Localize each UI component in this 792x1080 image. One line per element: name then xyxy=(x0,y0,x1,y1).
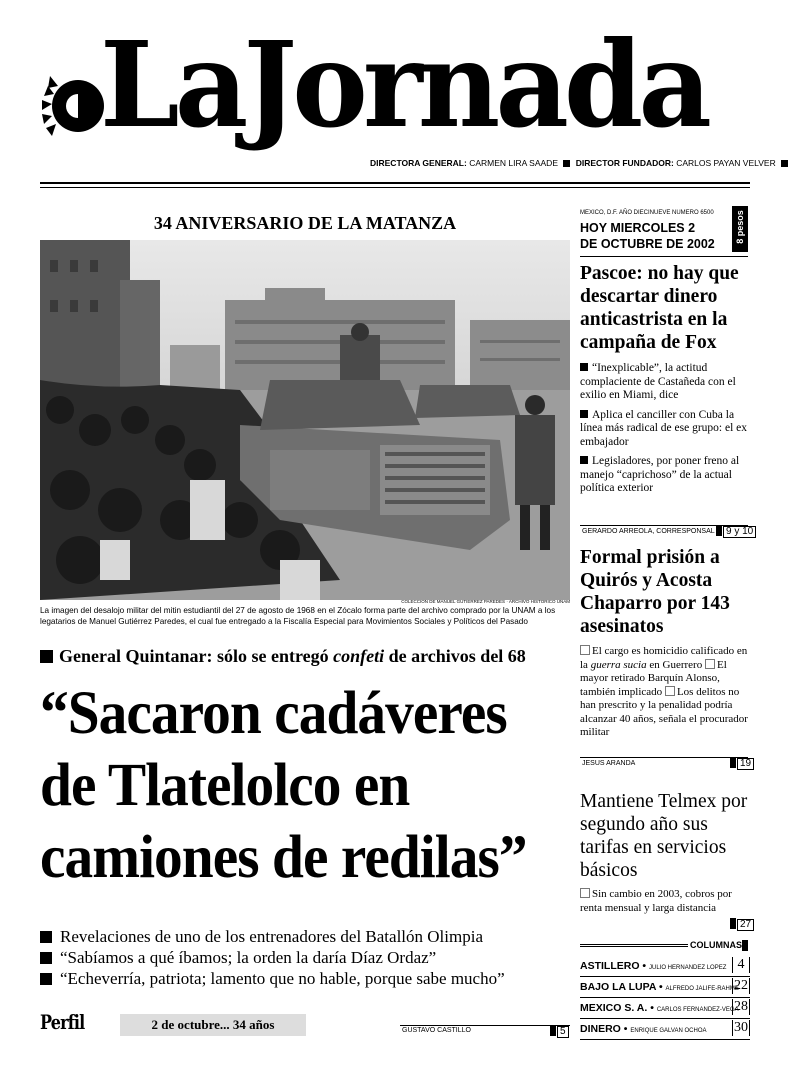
telmex-body: Sin cambio en 2003, cobros por renta mensual y larga distancia xyxy=(580,888,732,914)
bullet-square xyxy=(40,952,52,964)
divider xyxy=(580,256,748,257)
subhead: “Sabíamos a qué íbamos; la orden la daría Díaz Ordaz” xyxy=(40,947,580,968)
box-bullet xyxy=(580,645,590,655)
photo-credit: COLECCION DE MANUEL GUTIERREZ PAREDES · ARCHIVO HISTORICO UNAM xyxy=(401,599,570,604)
box-bullet xyxy=(580,888,590,898)
bullet-square xyxy=(40,973,52,985)
columna-item[interactable]: DINERO • ENRIQUE GALVAN OCHOA 30 xyxy=(580,1019,750,1040)
main-headline[interactable] xyxy=(40,678,548,894)
formal-headline[interactable]: Formal prisión a Quirós y Acosta Chaparro por 143 asesinatos xyxy=(580,547,730,637)
page-tag-icon xyxy=(742,940,748,951)
formal-body: El cargo es homicidio calificado en la guerra sucia en Guerrero El mayor retirado Barquín Alonso, también implicado Los delitos no han prescrito y la penalidad podría alcanzar 40 años, señala el procurador militar xyxy=(580,645,748,738)
kicker-text-b: de archivos del 68 xyxy=(384,646,526,666)
pascoe-bullet: Aplica el canciller con Cuba la línea más radical de ese grupo: el ex embajador xyxy=(580,408,747,448)
kicker-em: confeti xyxy=(333,646,385,666)
masthead-rule xyxy=(40,182,750,184)
telmex-page-ref[interactable]: 27 xyxy=(730,918,754,931)
director-name: CARMEN LIRA SAADE xyxy=(469,158,558,168)
price-badge: 8 pesos xyxy=(732,206,748,252)
formal-page-ref[interactable]: 19 xyxy=(730,757,754,770)
pascoe-byline: GERARDO ARREOLA, CORRESPONSAL xyxy=(582,528,715,535)
bullet-square xyxy=(40,931,52,943)
kicker xyxy=(40,646,570,667)
columna-item[interactable]: ASTILLERO • JULIO HERNANDEZ LOPEZ 4 xyxy=(580,956,750,977)
pascoe-bullet: “Inexplicable”, la actitud complaciente de Castañeda con el exilio en Miami, dice xyxy=(580,362,736,401)
bullet-square xyxy=(40,650,53,663)
headline-line: camiones de redilas” xyxy=(40,824,527,891)
main-photo[interactable] xyxy=(40,240,570,600)
box-bullet xyxy=(705,659,715,669)
columna-item[interactable]: MEXICO S. A. • CARLOS FERNANDEZ-VEGA 28 xyxy=(580,998,750,1019)
kicker-text-a: General Quintanar: sólo se entregó xyxy=(59,646,334,666)
columnas-title: COLUMNAS xyxy=(690,940,742,950)
subhead: “Echeverría, patriota; lamento que no hable, porque sabe mucho” xyxy=(40,968,580,989)
dateline: MEXICO, D.F. AÑO DIECINUEVE NUMERO 6500 xyxy=(580,210,714,216)
main-page-ref[interactable]: 5 xyxy=(550,1025,569,1038)
pascoe-bullet: Legisladores, por poner freno al manejo “caprichoso” de la actual política exterior xyxy=(580,455,740,494)
edition-date: HOY MIERCOLES 2 DE OCTUBRE DE 2002 xyxy=(580,221,715,251)
page-tag-icon xyxy=(550,1025,556,1036)
columna-item[interactable]: BAJO LA LUPA • ALFREDO JALIFE-RAHME 22 xyxy=(580,977,750,998)
page-tag-icon xyxy=(730,918,736,929)
columnas-rule xyxy=(580,944,688,947)
headline-line: de Tlatelolco en xyxy=(40,752,410,819)
byline-rule xyxy=(400,1025,570,1026)
bullet-square xyxy=(580,456,588,464)
box-bullet xyxy=(665,686,675,696)
director-label: DIRECTORA GENERAL: xyxy=(370,158,467,168)
masthead-rule-thin xyxy=(40,187,750,188)
headline-line: “Sacaron cadáveres xyxy=(40,680,507,747)
perfil-link[interactable]: 2 de octubre... 34 años xyxy=(120,1014,306,1036)
separator-square xyxy=(781,160,788,167)
columnas-header xyxy=(580,940,750,952)
subhead: Revelaciones de uno de los entrenadores del Batallón Olimpia xyxy=(40,926,580,947)
anniversary-label: 34 ANIVERSARIO DE LA MATANZA xyxy=(153,213,457,233)
bullet-square xyxy=(580,410,588,418)
main-byline: GUSTAVO CASTILLO xyxy=(402,1027,471,1034)
logo-wordmark[interactable]: LaJornada xyxy=(100,15,708,154)
pascoe-bullets xyxy=(580,362,750,496)
founder-name: CARLOS PAYAN VELVER xyxy=(676,158,776,168)
photo-caption: La imagen del desalojo militar del mitin estudiantil del 27 de agosto de 1968 en el Zócalo forma parte del archivo comprado por la UNAM a los legatarios de Manuel Gutiérrez Paredes, el cual fue entregado a la Fiscalía Especial para Movimientos Sociales y Políticos del Pasado xyxy=(40,606,556,626)
formal-byline: JESUS ARANDA xyxy=(582,760,636,767)
founder-label: DIRECTOR FUNDADOR: xyxy=(575,158,674,168)
separator-square xyxy=(563,160,570,167)
masthead-credits xyxy=(370,158,776,168)
pascoe-headline[interactable]: Pascoe: no hay que descartar dinero anticastrista en la campaña de Fox xyxy=(580,263,739,353)
telmex-headline[interactable]: Mantiene Telmex por segundo año sus tarifas en servicios básicos xyxy=(580,791,748,881)
byline-rule xyxy=(580,757,748,758)
columnas-list xyxy=(580,956,750,1040)
bullet-square xyxy=(580,363,588,371)
perfil-label: Perfil xyxy=(40,1010,85,1034)
page-tag-icon xyxy=(730,757,736,768)
pascoe-page-ref[interactable]: 9 y 10 xyxy=(716,525,756,538)
sun-logo-icon xyxy=(40,60,104,150)
subheads xyxy=(40,926,580,989)
page-tag-icon xyxy=(716,525,722,536)
